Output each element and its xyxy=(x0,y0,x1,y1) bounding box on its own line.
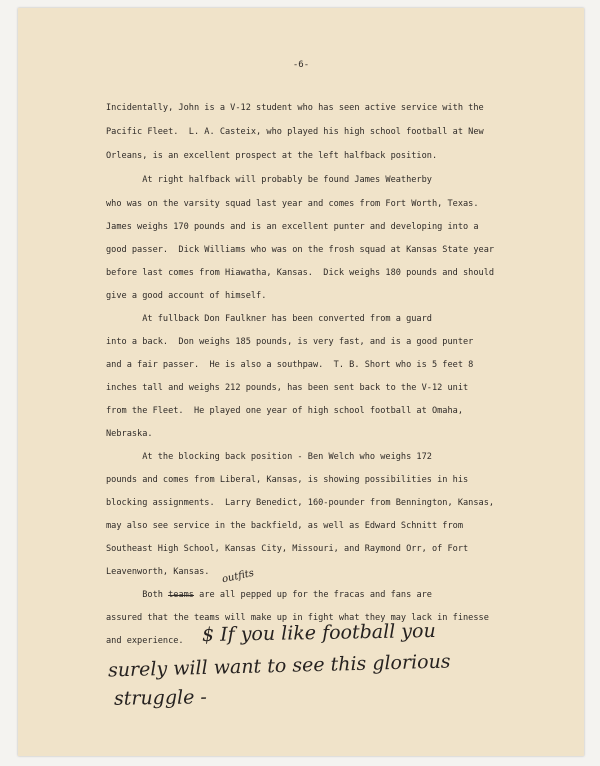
text-line: Incidentally, John is a V-12 student who has seen active service with the xyxy=(106,103,484,113)
struck-word: teams xyxy=(168,590,194,600)
document-page xyxy=(18,8,584,756)
text-line: and experience. xyxy=(106,636,184,646)
text-line: Nebraska. xyxy=(106,429,153,439)
text-line: pounds and comes from Liberal, Kansas, is showing possibilities in his xyxy=(106,475,469,485)
text-line: before last comes from Hiawatha, Kansas. Dick weighs 180 pounds and should xyxy=(106,268,495,278)
page-number: -6- xyxy=(292,60,310,70)
handwritten-note-line: $ If you like football you xyxy=(201,619,436,647)
text-line: blocking assignments. Larry Benedict, 160-pounder from Bennington, Kansas, xyxy=(106,498,495,508)
text-line: into a back. Don weighs 185 pounds, is very fast, and is a good punter xyxy=(106,337,474,347)
text-line: assured that the teams will make up in fight what they may lack in finesse xyxy=(106,613,489,623)
handwritten-insertion: outfits xyxy=(221,567,255,586)
text-line: James weighs 170 pounds and is an excellent punter and developing into a xyxy=(106,222,479,232)
text-line: Southeast High School, Kansas City, Missouri, and Raymond Orr, of Fort xyxy=(106,544,469,554)
text-line: good passer. Dick Williams who was on the frosh squad at Kansas State year xyxy=(106,245,495,255)
text-line: At right halfback will probably be found James Weatherby xyxy=(106,175,432,185)
text-line xyxy=(106,591,432,600)
text-line: Leavenworth, Kansas. xyxy=(106,567,210,577)
text-line: At fullback Don Faulkner has been converted from a guard xyxy=(106,314,432,324)
text-line: Pacific Fleet. L. A. Casteix, who played his high school football at New xyxy=(106,127,484,137)
text-line: give a good account of himself. xyxy=(106,291,267,301)
handwritten-note-line: surely will want to see this glorious xyxy=(107,650,451,682)
text-line: At the blocking back position - Ben Welch who weighs 172 xyxy=(106,452,432,462)
text-line: and a fair passer. He is also a southpaw. T. B. Short who is 5 feet 8 xyxy=(106,360,474,370)
text-line: inches tall and weighs 212 pounds, has been sent back to the V-12 unit xyxy=(106,383,469,393)
text-line: from the Fleet. He played one year of high school football at Omaha, xyxy=(106,406,463,416)
text-line: may also see service in the backfield, as well as Edward Schnitt from xyxy=(106,521,463,531)
text-segment: Both xyxy=(106,590,169,600)
text-line: Orleans, is an excellent prospect at the left halfback position. xyxy=(106,151,438,161)
handwritten-note-line: struggle - xyxy=(113,686,207,710)
text-line: who was on the varsity squad last year and comes from Fort Worth, Texas. xyxy=(106,199,479,209)
text-segment: are all pepped up for the fracas and fans are xyxy=(193,590,432,600)
